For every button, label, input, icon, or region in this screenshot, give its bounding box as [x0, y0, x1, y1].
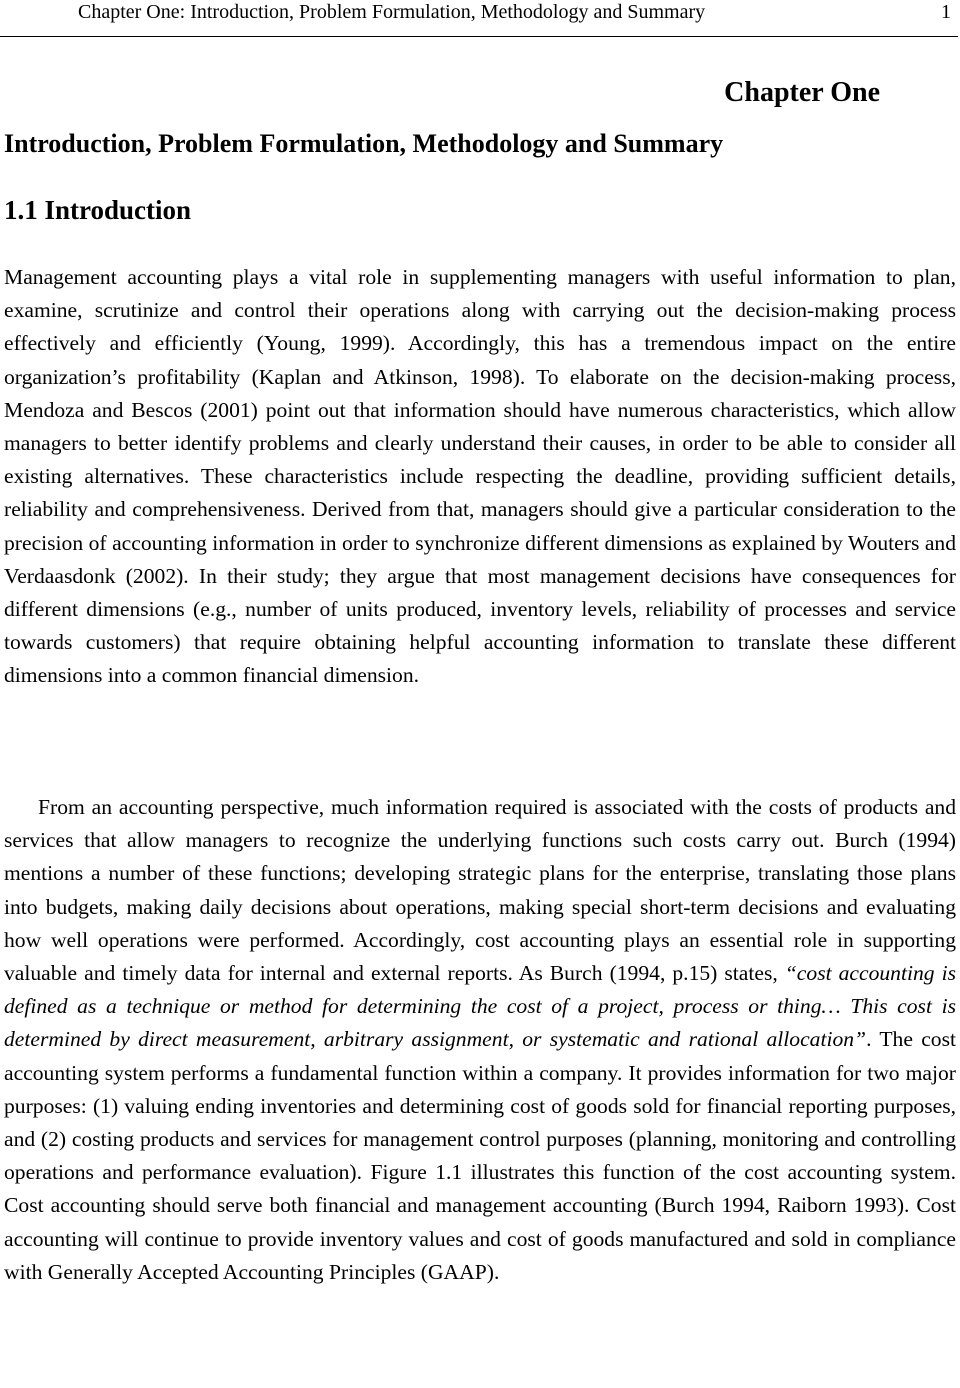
chapter-label: Chapter One	[724, 77, 880, 108]
running-header	[0, 0, 958, 37]
paragraph-accounting-perspective	[4, 791, 956, 1289]
running-header-title: Chapter One: Introduction, Problem Formulation, Methodology and Summary	[78, 1, 706, 23]
paragraph-text-after-quote: . The cost accounting system performs a fundamental function within a company. It provides information for two major purposes: (1) valuing ending inventories and determining cost of goods sold for financial reporting purposes, and (2) costing products and services for management control purposes (planning, monitoring and controlling operations and performance evaluation). Figure 1.1 illustrates this function of the cost accounting system. Cost accounting should serve both financial and management accounting (Burch 1994, Raiborn 1993). Cost accounting will continue to provide inventory values and cost of goods manufactured and sold in compliance with Generally Accepted Accounting Principles (GAAP).	[4, 1027, 956, 1284]
paragraph-text-before-quote: From an accounting perspective, much information required is associated with the costs of products and services that allow managers to recognize the underlying functions such costs carry out. Burch (1994) mentions a number of these functions; developing strategic plans for the enterprise, translating those plans into budgets, making daily decisions about operations, making special short-term decisions and evaluating how well operations were performed. Accordingly, cost accounting plays an essential role in supporting valuable and timely data for internal and external reports. As Burch (1994, p.15) states,	[4, 795, 956, 986]
section-heading: 1.1 Introduction	[4, 195, 192, 225]
burch-quote: “cost accounting is defined as a technique or method for determining the cost of a project, process or thing… This cost is determined by direct measurement, arbitrary assignment, or systematic and rational allocation”	[4, 961, 957, 1052]
paragraph-introduction: Management accounting plays a vital role in supplementing managers with useful information to plan, examine, scrutinize and control their operations along with carrying out the decision-making process effectively and efficiently (Young, 1999). Accordingly, this has a tremendous impact on the entire organization’s profitability (Kaplan and Atkinson, 1998). To elaborate on the decision-making process, Mendoza and Bescos (2001) point out that information should have numerous characteristics, which allow managers to better identify problems and clearly understand their causes, in order to be able to consider all existing alternatives. These characteristics include respecting the deadline, providing sufficient details, reliability and comprehensiveness. Derived from that, managers should give a particular consideration to the precision of accounting information in order to synchronize different dimensions as explained by Wouters and Verdaasdonk (2002). In their study; they argue that most management decisions have consequences for different dimensions (e.g., number of units produced, inventory levels, reliability of processes and service towards customers) that require obtaining helpful accounting information to translate these different dimensions into a common financial dimension.	[4, 265, 956, 688]
chapter-title: Introduction, Problem Formulation, Methodology and Summary	[4, 129, 724, 158]
page-number: 1	[941, 1, 951, 23]
